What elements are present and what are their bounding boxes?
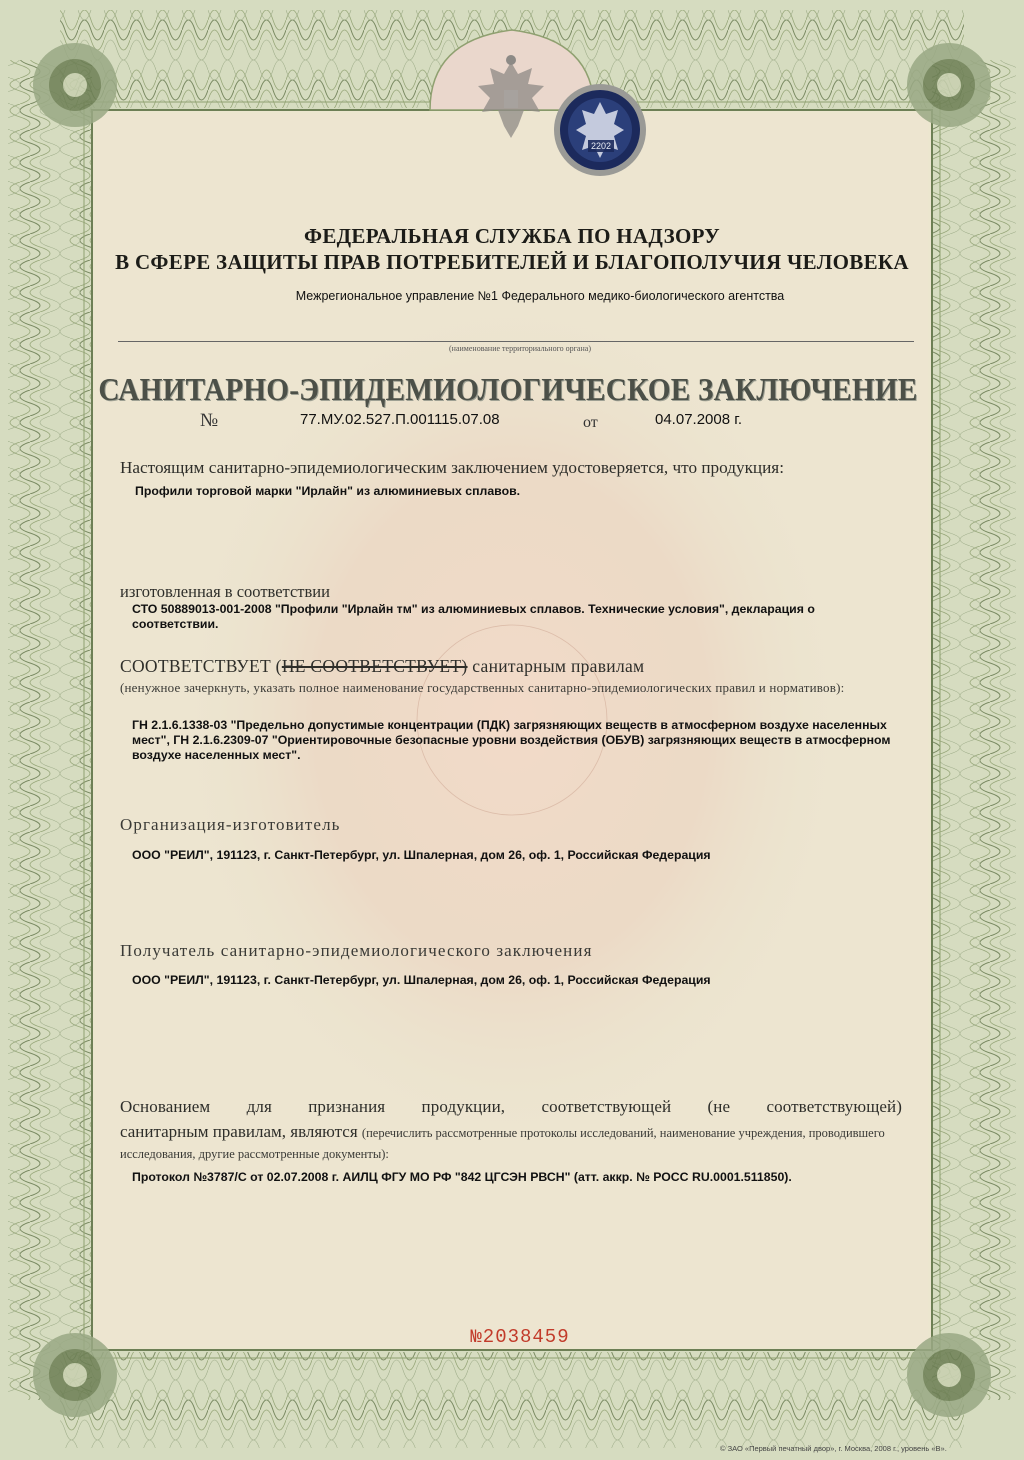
divider-line: [118, 341, 914, 342]
coat-of-arms-icon: [466, 52, 556, 152]
hologram-seal-icon: [552, 82, 648, 178]
date-label: от: [583, 414, 598, 431]
manufactured-standard: СТО 50889013-001-2008 "Профили "Ирлайн тм" из алюминиевых сплавов. Технические условия", декларация о соответствии.: [132, 602, 815, 631]
intro-text: Настоящим санитарно-эпидемиологическим заключением удостоверяется, что продукция:: [120, 458, 784, 477]
recipient-label: Получатель санитарно-эпидемиологического заключения: [120, 941, 593, 960]
territorial-caption: (наименование территориального органа): [449, 344, 591, 353]
manufacturer-label: Организация-изготовитель: [120, 815, 341, 834]
basis-line1: Основанием для признания продукции, соответствующей (не соответствующей): [120, 1097, 902, 1116]
basis-main: санитарным правилам, являются: [120, 1122, 358, 1141]
territorial-body: Межрегиональное управление №1 Федерального медико-биологического агентства: [295, 289, 785, 303]
conformity-statement: [120, 656, 644, 677]
not-conforms-struck: НЕ СООТВЕТСТВУЕТ): [281, 656, 468, 676]
certificate-title: САНИТАРНО-ЭПИДЕМИОЛОГИЧЕСКОЕ ЗАКЛЮЧЕНИЕ: [98, 372, 918, 407]
certificate-date: 04.07.2008 г.: [655, 411, 743, 428]
recipient-value: ООО "РЕИЛ", 191123, г. Санкт-Петербург, ул. Шпалерная, дом 26, оф. 1, Российская Федерация: [132, 973, 711, 987]
product-name: Профили торговой марки "Ирлайн" из алюминиевых сплавов.: [135, 484, 521, 498]
number-label: №: [200, 410, 219, 431]
basis-line2: [120, 1122, 902, 1164]
certificate-number: 77.МУ.02.527.П.001115.07.08: [300, 411, 500, 428]
agency-name-line1: ФЕДЕРАЛЬНАЯ СЛУЖБА ПО НАДЗОРУ: [304, 224, 720, 248]
conformity-tail: санитарным правилам: [472, 656, 645, 676]
hologram-number: 2202: [590, 141, 612, 151]
sanitary-norms: ГН 2.1.6.1338-03 "Предельно допустимые концентрации (ПДК) загрязняющих веществ в атмосферном воздухе населенных мест", ГН 2.1.6.2309-07 "Ориентировочные безопасные уровни воздействия (ОБУВ) загрязняющих веществ в атмосферном воздухе населенных мест".: [132, 718, 891, 762]
manufactured-label: изготовленная в соответствии: [120, 582, 330, 601]
conformity-note: (ненужное зачеркнуть, указать полное наименование государственных санитарно-эпидемиологических правил и нормативов):: [120, 680, 845, 695]
printer-note: © ЗАО «Первый печатный двор», г. Москва, 2008 г., уровень «В».: [720, 1444, 947, 1453]
paren-open: (: [275, 656, 282, 676]
conforms-word: СООТВЕТСТВУЕТ: [120, 656, 271, 676]
agency-name-line2: В СФЕРЕ ЗАЩИТЫ ПРАВ ПОТРЕБИТЕЛЕЙ И БЛАГОПОЛУЧИЯ ЧЕЛОВЕКА: [115, 250, 909, 274]
basis-note: (перечислить рассмотренные протоколы исследований, наименование учреждения, проводившего исследования, другие рассмотренные документы):: [120, 1126, 885, 1161]
protocol-reference: Протокол №3787/С от 02.07.2008 г. АИЛЦ ФГУ МО РФ "842 ЦГСЭН РВСН" (атт. аккр. № РОСС RU.0001.511850).: [132, 1170, 792, 1184]
form-serial-number: №2038459: [470, 1326, 570, 1348]
manufacturer-value: ООО "РЕИЛ", 191123, г. Санкт-Петербург, ул. Шпалерная, дом 26, оф. 1, Российская Федерация: [132, 848, 711, 862]
